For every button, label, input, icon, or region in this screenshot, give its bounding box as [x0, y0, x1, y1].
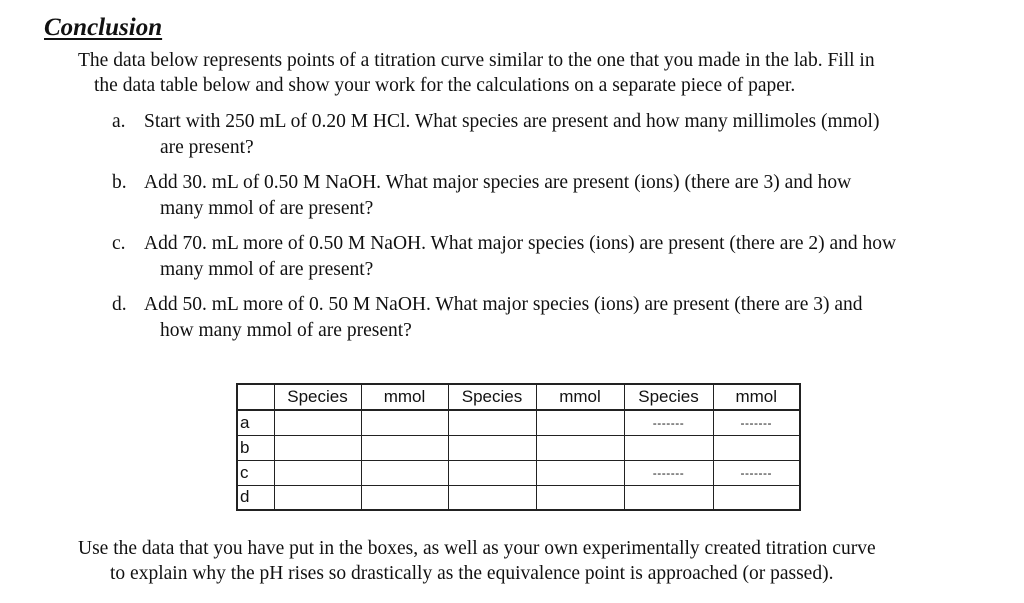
table-cell[interactable] — [536, 410, 624, 435]
intro-line-1: The data below represents points of a titration curve similar to the one that you made in the lab. Fill in — [78, 50, 875, 71]
table-cell[interactable] — [361, 435, 448, 460]
header-mmol-1: mmol — [361, 384, 448, 410]
question-a — [112, 109, 1002, 160]
table-row — [237, 485, 800, 510]
header-mmol-3: mmol — [713, 384, 800, 410]
table-cell[interactable] — [448, 410, 536, 435]
table-cell[interactable] — [536, 435, 624, 460]
row-label: d — [237, 485, 274, 510]
question-text-line-1: Add 50. mL more of 0. 50 M NaOH. What major species (ions) are present (there are 3) and — [144, 294, 863, 315]
data-table — [236, 383, 801, 511]
header-mmol-2: mmol — [536, 384, 624, 410]
table-cell[interactable] — [361, 410, 448, 435]
row-label: c — [237, 460, 274, 485]
table-cell-blocked: ------- — [713, 460, 800, 485]
question-text-line-2: many mmol of are present? — [160, 258, 374, 280]
table-row — [237, 410, 800, 435]
table-cell-blocked: ------- — [713, 410, 800, 435]
table-cell[interactable] — [624, 435, 713, 460]
row-label: b — [237, 435, 274, 460]
table-cell[interactable] — [274, 410, 361, 435]
table-cell[interactable] — [274, 485, 361, 510]
header-species-1: Species — [274, 384, 361, 410]
question-text-line-1: Add 30. mL of 0.50 M NaOH. What major species are present (ions) (there are 3) and how — [144, 172, 852, 193]
closing-line-1: Use the data that you have put in the boxes, as well as your own experimentally created titration curve — [78, 538, 876, 559]
question-label: a. — [112, 111, 126, 132]
table-cell-blocked: ------- — [624, 410, 713, 435]
table-cell[interactable] — [361, 485, 448, 510]
table-cell[interactable] — [448, 460, 536, 485]
intro-paragraph — [78, 49, 998, 98]
question-text-line-2: many mmol of are present? — [160, 197, 374, 219]
closing-paragraph — [78, 537, 1008, 586]
table-cell[interactable] — [448, 435, 536, 460]
table-cell[interactable] — [361, 460, 448, 485]
table-cell[interactable] — [713, 485, 800, 510]
table-cell[interactable] — [713, 435, 800, 460]
closing-line-2: to explain why the pH rises so drastically as the equivalence point is approached (or passed). — [110, 562, 834, 584]
table-cell[interactable] — [448, 485, 536, 510]
intro-line-2: the data table below and show your work for the calculations on a separate piece of paper. — [94, 74, 796, 96]
question-text-line-2: how many mmol of are present? — [160, 319, 412, 341]
question-label: b. — [112, 172, 127, 193]
table-cell-blocked: ------- — [624, 460, 713, 485]
table-row — [237, 435, 800, 460]
table-corner-cell — [237, 384, 274, 410]
question-label: c. — [112, 233, 126, 254]
row-label: a — [237, 410, 274, 435]
header-species-2: Species — [448, 384, 536, 410]
table-row — [237, 460, 800, 485]
table-cell[interactable] — [536, 485, 624, 510]
table-cell[interactable] — [624, 485, 713, 510]
question-b — [112, 170, 1002, 221]
question-d — [112, 292, 1002, 343]
table-header-row — [237, 384, 800, 410]
section-heading: Conclusion — [44, 14, 163, 41]
question-text-line-1: Start with 250 mL of 0.20 M HCl. What species are present and how many millimoles (mmol) — [144, 111, 880, 132]
question-text-line-1: Add 70. mL more of 0.50 M NaOH. What major species (ions) are present (there are 2) and how — [144, 233, 897, 254]
table-cell[interactable] — [274, 460, 361, 485]
table-cell[interactable] — [274, 435, 361, 460]
question-c — [112, 231, 1002, 282]
table-cell[interactable] — [536, 460, 624, 485]
question-text-line-2: are present? — [160, 136, 254, 158]
question-label: d. — [112, 294, 127, 315]
header-species-3: Species — [624, 384, 713, 410]
